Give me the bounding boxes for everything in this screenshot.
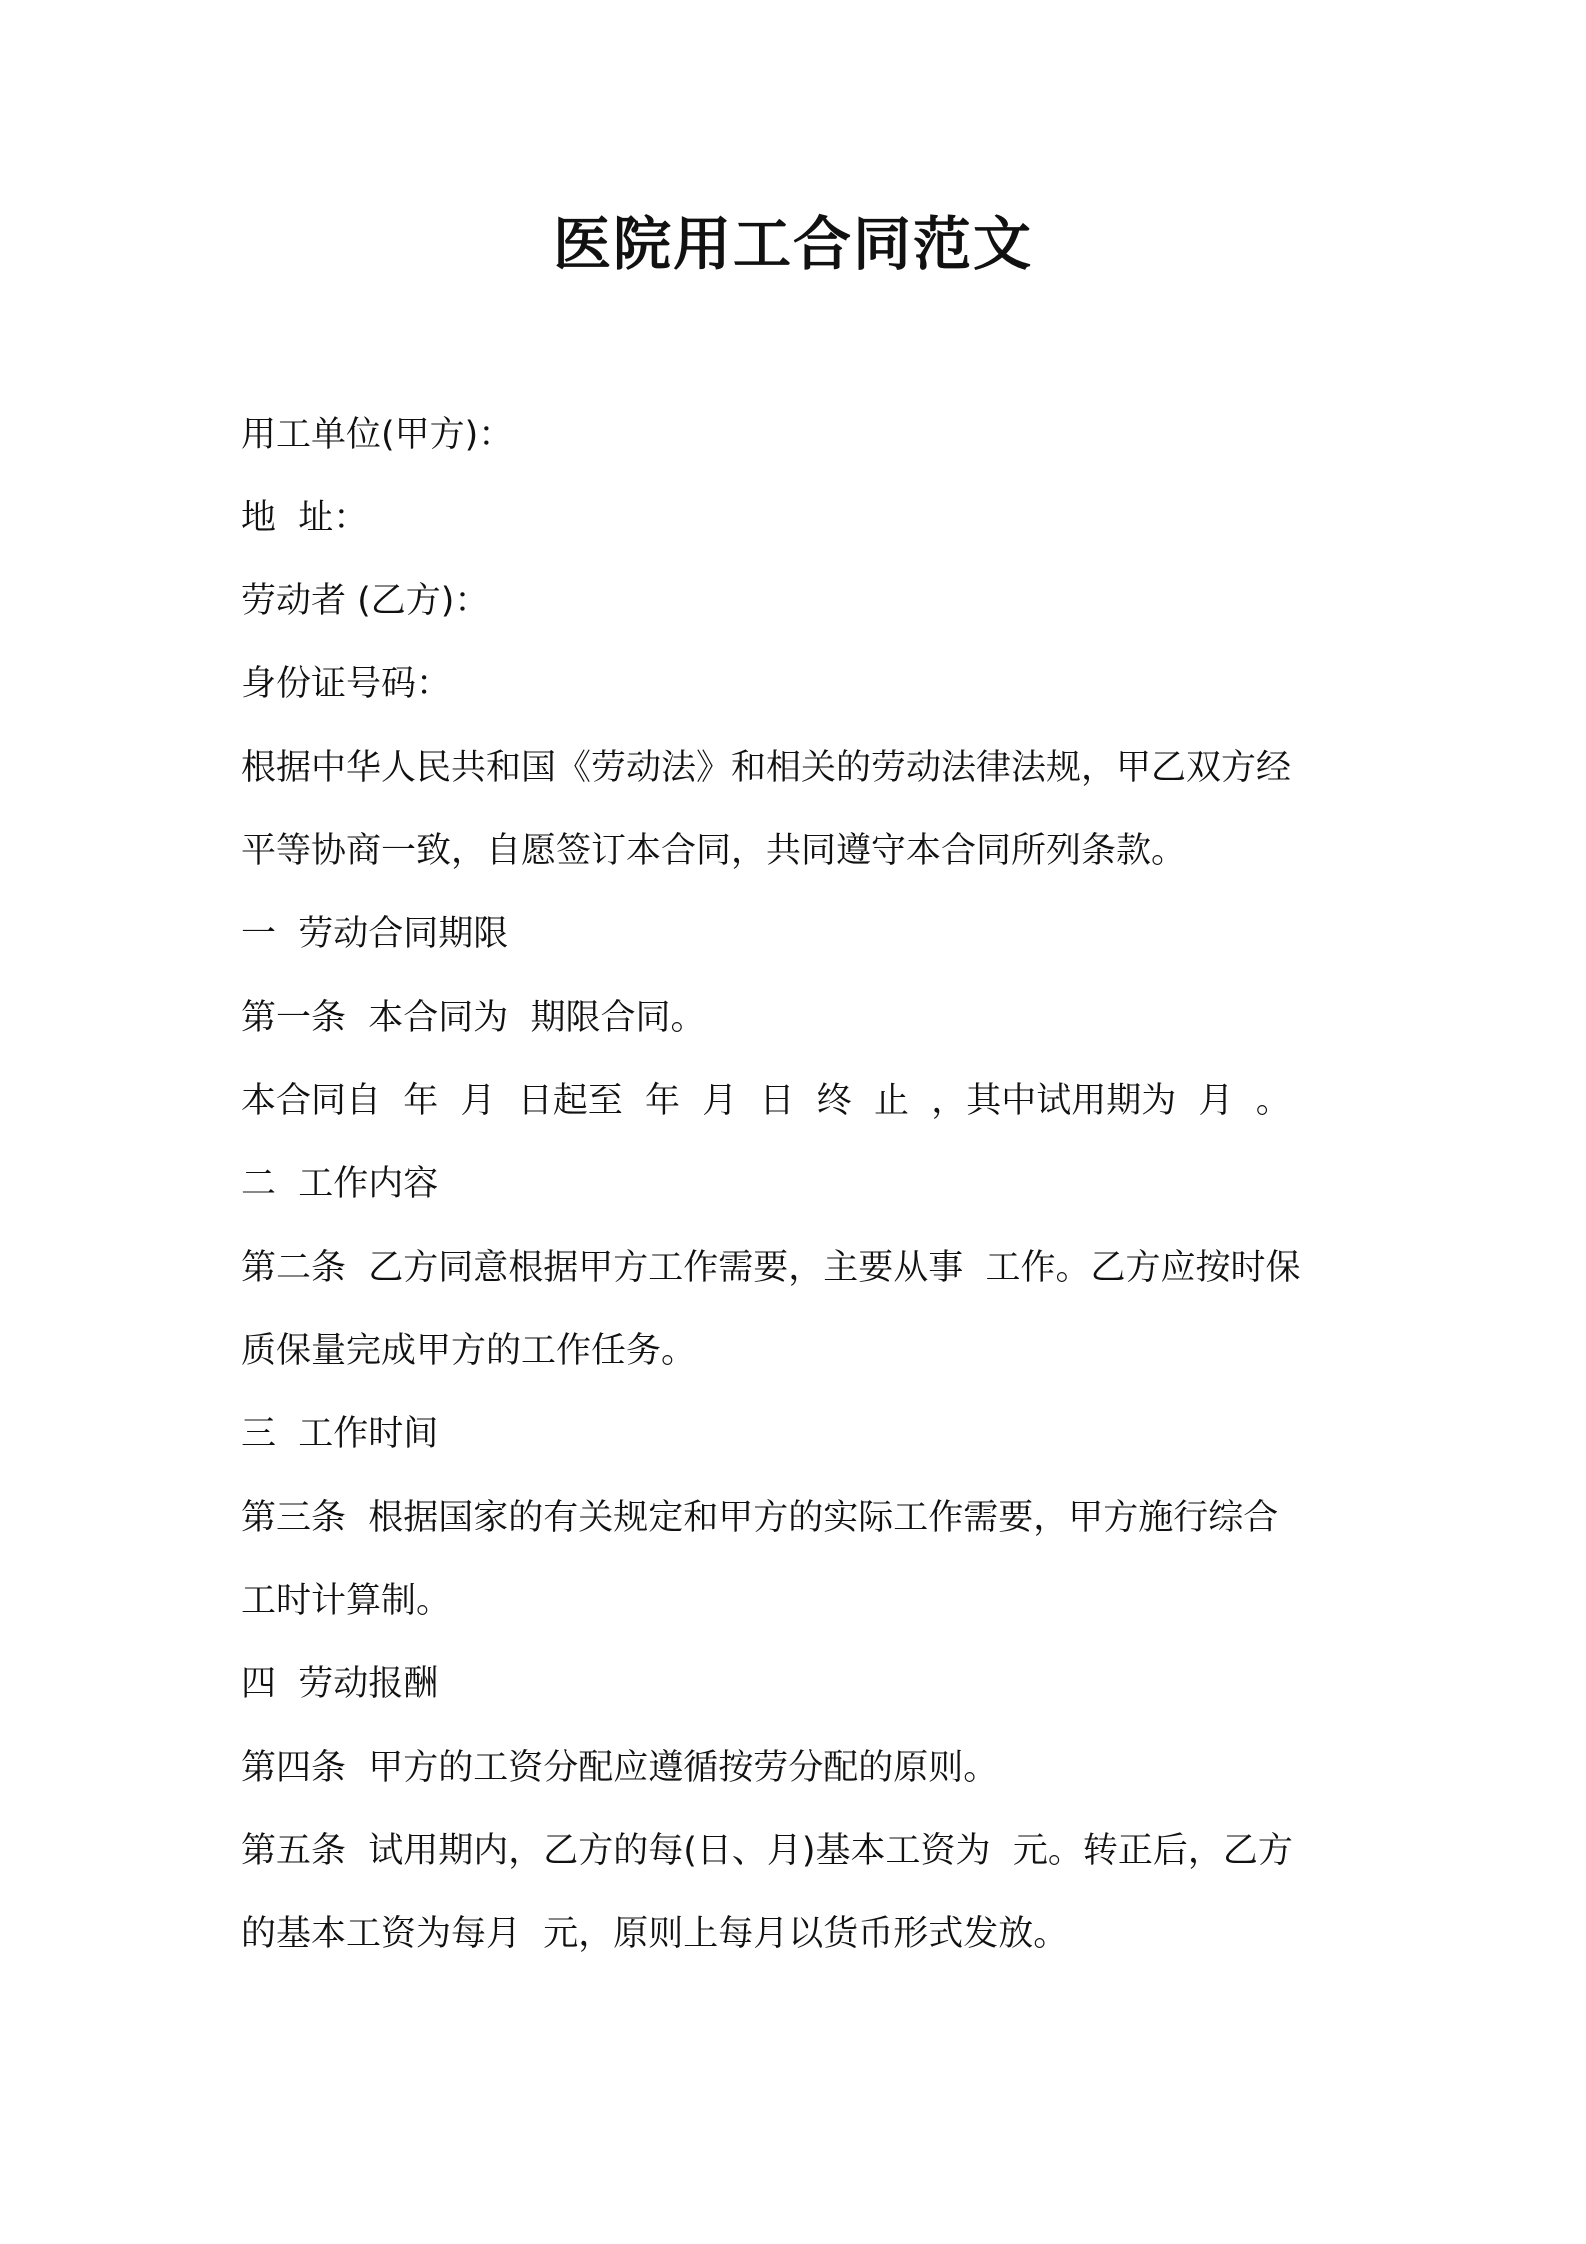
article-5-line-2: 的基本工资为每月 元，原则上每月以货币形式发放。 xyxy=(241,1914,1069,1954)
section-heading-work-time: 三 工作时间 xyxy=(241,1414,439,1454)
preamble-line-1: 根据中华人民共和国《劳动法》和相关的劳动法律法规，甲乙双方经 xyxy=(241,748,1292,788)
article-3-line-1: 第三条 根据国家的有关规定和甲方的实际工作需要，甲方施行综合 xyxy=(241,1498,1279,1538)
article-1: 第一条 本合同为 期限合同。 xyxy=(241,998,706,1038)
article-2-line-2: 质保量完成甲方的工作任务。 xyxy=(241,1331,697,1371)
field-id-number: 身份证号码： xyxy=(241,664,452,704)
article-2-line-1: 第二条 乙方同意根据甲方工作需要，主要从事 工作。乙方应按时保 xyxy=(241,1248,1301,1288)
article-3-line-2: 工时计算制。 xyxy=(241,1581,452,1621)
field-address: 地 址： xyxy=(241,498,369,538)
field-employer: 用工单位(甲方)： xyxy=(241,415,514,455)
preamble-line-2: 平等协商一致，自愿签订本合同，共同遵守本合同所列条款。 xyxy=(241,831,1187,871)
section-heading-work-content: 二 工作内容 xyxy=(241,1164,439,1204)
section-heading-remuneration: 四 劳动报酬 xyxy=(241,1664,439,1704)
field-worker: 劳动者 (乙方)： xyxy=(241,581,490,621)
article-5-line-1: 第五条 试用期内，乙方的每(日、月)基本工资为 元。转正后，乙方 xyxy=(241,1831,1293,1871)
document-title: 医院用工合同范文 xyxy=(552,210,1033,278)
article-4: 第四条 甲方的工资分配应遵循按劳分配的原则。 xyxy=(241,1748,999,1788)
contract-dates-line: 本合同自 年 月 日起至 年 月 日 终 止 ，其中试用期为 月 。 xyxy=(241,1081,1291,1121)
section-heading-contract-term: 一 劳动合同期限 xyxy=(241,914,509,954)
